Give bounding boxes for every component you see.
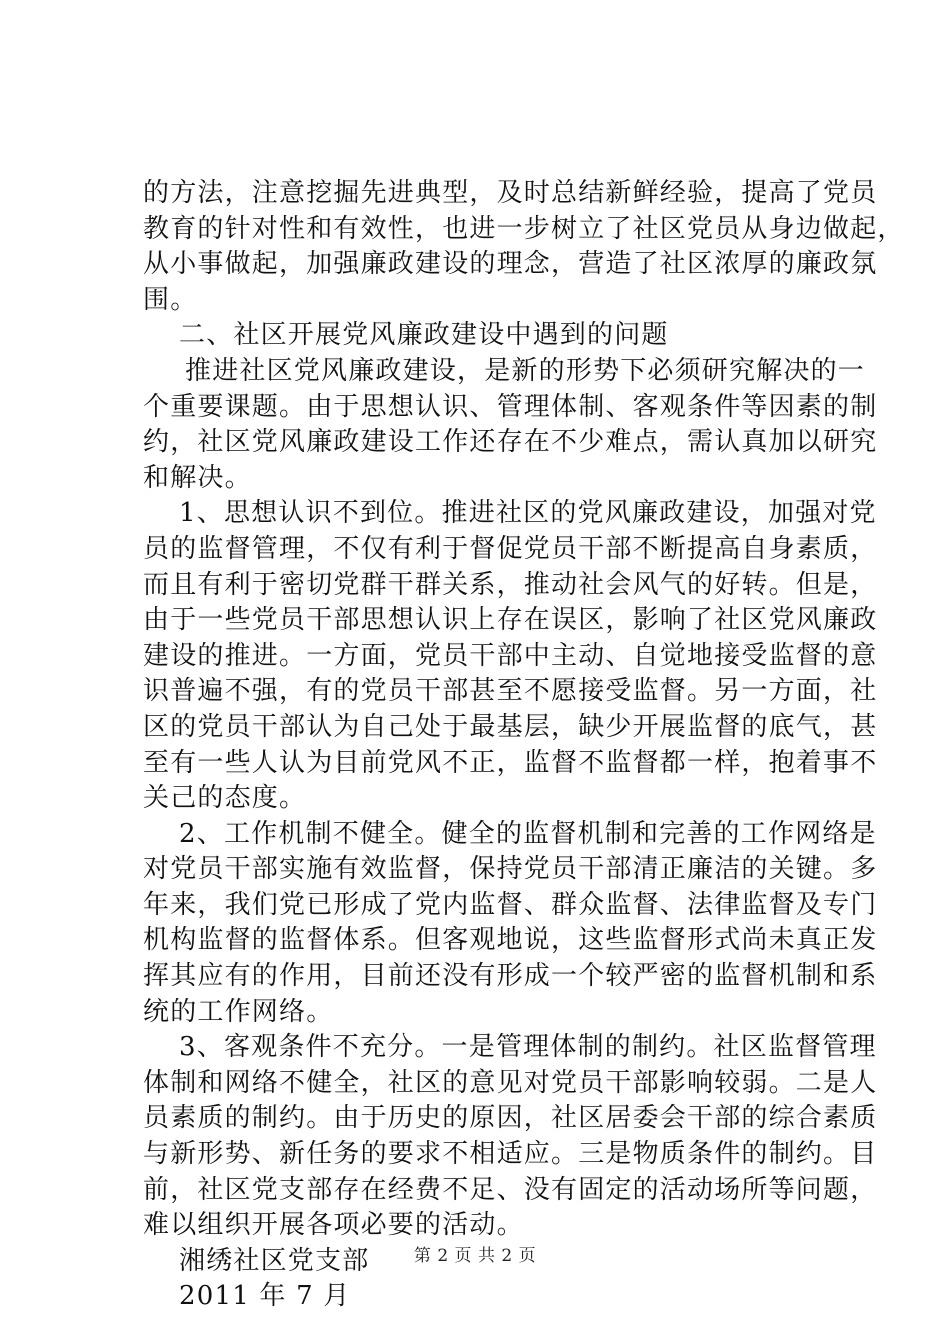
- text-line: 前，社区党支部存在经费不足、没有固定的活动场所等问题，: [143, 1174, 878, 1205]
- page-footer: 第 2 页 共 2 页: [413, 1246, 537, 1266]
- text-line: 员的监督管理，不仅有利于督促党员干部不断提高自身素质，: [143, 533, 878, 564]
- text-line: 约，社区党风廉政建设工作还存在不少难点，需认真加以研究: [143, 427, 878, 458]
- text-line: 关己的态度。: [143, 783, 307, 814]
- text-line: 而且有利于密切党群干群关系，推动社会风气的好转。但是，: [143, 569, 878, 600]
- text-line: 体制和网络不健全，社区的意见对党员干部影响较弱。二是人: [143, 1067, 878, 1098]
- text-line: 对党员干部实施有效监督，保持党员干部清正廉洁的关键。多: [143, 854, 878, 885]
- text-line: 统的工作网络。: [143, 996, 334, 1027]
- text-line: 个重要课题。由于思想认识、管理体制、客观条件等因素的制: [143, 391, 878, 422]
- text-line: 员素质的制约。由于历史的原因，社区居委会干部的综合素质: [143, 1103, 878, 1134]
- text-line: 2011 年 7 月: [179, 1281, 351, 1312]
- text-line: 的方法，注意挖掘先进典型，及时总结新鲜经验，提高了党员: [143, 178, 878, 208]
- text-line: 湘绣社区党支部: [179, 1245, 370, 1276]
- text-line: 由于一些党员干部思想认识上存在误区，影响了社区党风廉政: [143, 605, 878, 636]
- text-line: 3、客观条件不充分。一是管理体制的制约。社区监督管理: [179, 1032, 877, 1063]
- document-body: [143, 176, 905, 1315]
- text-line: 和解决。: [143, 462, 252, 493]
- text-line: 挥其应有的作用，目前还没有形成一个较严密的监督机制和系: [143, 961, 878, 992]
- text-line: 难以组织开展各项必要的活动。: [143, 1210, 524, 1241]
- text-line: 从小事做起，加强廉政建设的理念，营造了社区浓厚的廉政氛: [143, 249, 878, 280]
- text-line: 1、思想认识不到位。推进社区的党风廉政建设，加强对党: [179, 498, 877, 529]
- text-line: 至有一些人认为目前党风不正，监督不监督都一样，抱着事不: [143, 747, 878, 778]
- text-line: 识普遍不强，有的党员干部甚至不愿接受监督。另一方面，社: [143, 676, 878, 707]
- text-line: 建设的推进。一方面，党员干部中主动、自觉地接受监督的意: [143, 640, 878, 671]
- text-line: 围。: [143, 284, 198, 315]
- text-line: 2、工作机制不健全。健全的监督机制和完善的工作网络是: [179, 818, 877, 849]
- text-line: 推进社区党风廉政建设，是新的形势下必须研究解决的一: [185, 355, 866, 386]
- text-line: 与新形势、新任务的要求不相适应。三是物质条件的制约。目: [143, 1139, 878, 1170]
- text-line: 二、社区开展党风廉政建设中遇到的问题: [179, 320, 669, 351]
- text-line: 年来，我们党已形成了党内监督、群众监督、法律监督及专门: [143, 889, 878, 920]
- text-line: 教育的针对性和有效性，也进一步树立了社区党员从身边做起，: [143, 213, 905, 244]
- text-line: 机构监督的监督体系。但客观地说，这些监督形式尚未真正发: [143, 925, 878, 956]
- text-line: 区的党员干部认为自己处于最基层，缺少开展监督的底气，甚: [143, 711, 878, 742]
